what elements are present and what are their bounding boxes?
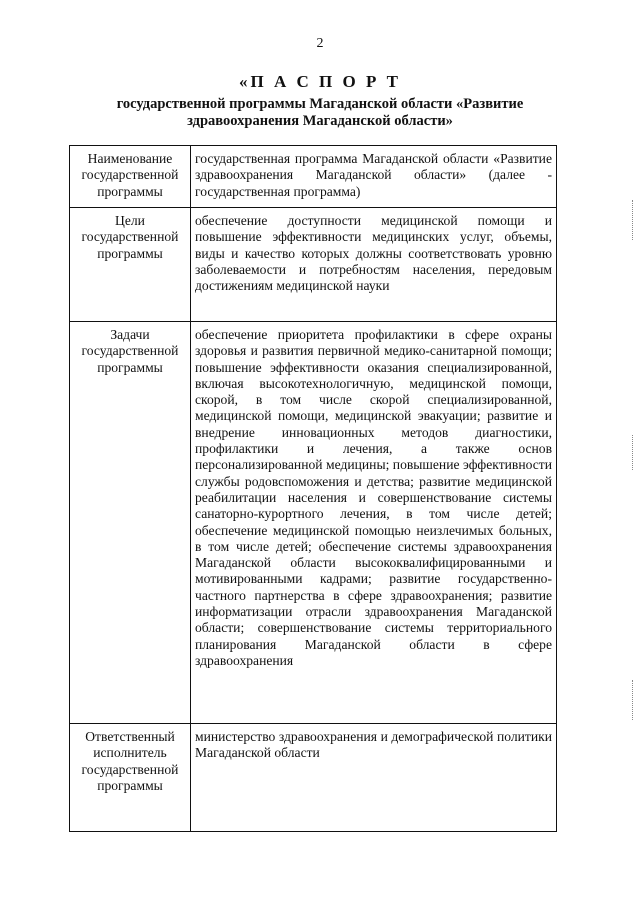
- row-value-goals: обеспечение доступности медицинской помощи и повышение эффективности медицинских услуг, объемы, виды и качество которых должны соответствовать уровню заболеваемости и потребностям населения, передовым достижениям медицинской науки: [191, 208, 557, 322]
- document-subtitle: государственной программы Магаданской области «Развитие здравоохранения Магаданской области»: [116, 96, 524, 129]
- document-title: «П А С П О Р Т: [239, 72, 401, 91]
- table-row: [70, 146, 557, 208]
- scan-edge-mark: [632, 435, 636, 470]
- passport-table: [69, 145, 557, 832]
- table-row: [70, 322, 557, 724]
- table-row: [70, 724, 557, 832]
- row-label-name: Наименование государственной программы: [70, 146, 191, 208]
- table-row: [70, 208, 557, 322]
- row-value-executor: министерство здравоохранения и демографической политики Магаданской области: [191, 724, 557, 832]
- scan-edge-mark: [632, 680, 636, 720]
- row-label-tasks: Задачи государственной программы: [70, 322, 191, 724]
- row-value-tasks: обеспечение приоритета профилактики в сфере охраны здоровья и развития первичной медико-санитарной помощи; повышение эффективности оказания специализированной, включая высокотехнологичную, медицинской помощи, скорой, в том числе скорой специализированной, медицинской помощи, медицинской эвакуации; развитие и внедрение инновационных методов диагностики, профилактики и лечения, а также основ персонализированной медицины; повышение эффективности службы родовспоможения и детства; развитие медицинской реабилитации населения и совершенствование системы санаторно-курортного лечения, в том числе детей; обеспечение медицинской помощью неизлечимых больных, в том числе детей; обеспечение системы здравоохранения Магаданской области высококвалифицированными и мотивированными кадрами; развитие государственно-частного партнерства в сфере здравоохранения; развитие информатизации отрасли здравоохранения Магаданской области; совершенствование системы территориального планирования Магаданской области в сфере здравоохранения: [191, 322, 557, 724]
- page-number: 2: [316, 36, 324, 51]
- scan-edge-mark: [632, 200, 636, 240]
- row-value-name: государственная программа Магаданской области «Развитие здравоохранения Магаданской области» (далее - государственная программа): [191, 146, 557, 208]
- row-label-goals: Цели государственной программы: [70, 208, 191, 322]
- row-label-executor: Ответственный исполнитель государственной программы: [70, 724, 191, 832]
